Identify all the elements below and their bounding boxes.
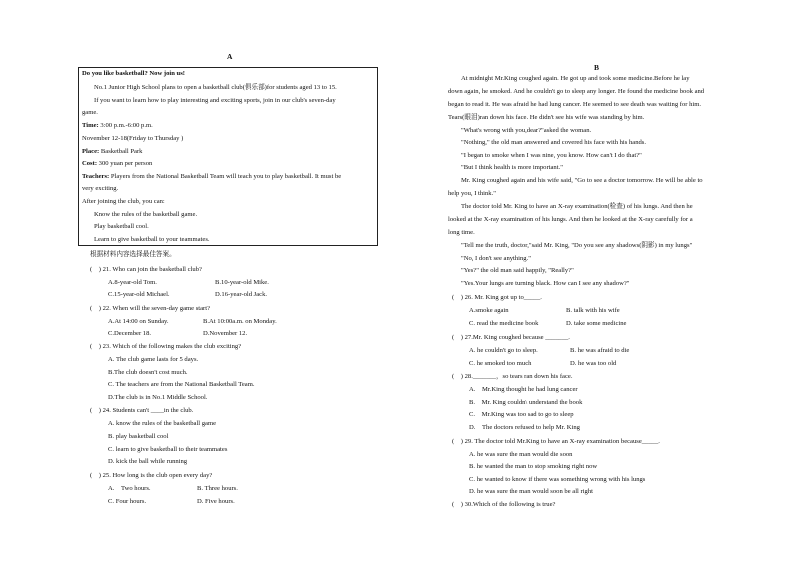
option-24b: B. play basketball cool: [108, 433, 169, 440]
ad-intro-line: No.1 Junior High School plans to open a basketball club(俱乐部)for students aged 13 to 15.: [94, 84, 337, 91]
question-28: ( ) 28._______，so tears ran down his face.: [452, 373, 573, 380]
question-25: ( ) 25. How long is the club open every day?: [90, 472, 213, 479]
ad-cost: [82, 160, 152, 168]
teachers-value: Players from the National Basketball Team will teach you to play basketball. It must be: [109, 173, 342, 180]
option-28a: A. Mr.King thought he had lung cancer: [469, 386, 578, 393]
question-29: ( ) 29. The doctor told Mr.King to have an X-ray examination because_____.: [452, 438, 660, 445]
option-25b: B. Three hours.: [197, 485, 238, 492]
place-value: Basketball Park: [99, 148, 143, 155]
passage-line: "Nothing," the old man answered and covered his face with his hands.: [461, 139, 647, 146]
ad-time: [82, 122, 153, 130]
option-26c: C. read the medicine book: [469, 320, 539, 327]
passage-line: "Tell me the truth, doctor,"said Mr. King, "Do you see any shadows(阴影) in my lungs": [461, 242, 693, 249]
question-26: ( ) 26. Mr. King got up to_____.: [452, 294, 542, 301]
option-23d: D.The club is in No.1 Middle School.: [108, 394, 208, 401]
passage-line: down again, he smoked. And he couldn't go to sleep any longer. He found the medicine book and: [448, 88, 705, 95]
passage-line: "No, I don't see anything.": [461, 255, 531, 262]
option-29d: D. he was sure the man would soon be all right: [469, 488, 593, 495]
option-25a: A. Two hours.: [108, 485, 151, 492]
instruction: 根据材料内容选择最佳答案。: [90, 251, 176, 258]
option-27d: D. he was too old: [570, 360, 617, 367]
option-22c: C.December 18.: [108, 330, 152, 337]
ad-dates: November 12-18(Friday to Thursday ): [82, 135, 184, 142]
option-25d: D. Five hours.: [197, 498, 235, 505]
passage-line: At midnight Mr.King coughed again. He got up and took some medicine.Before he lay: [461, 75, 690, 82]
option-24c: C. learn to give basketball to their teammates: [108, 446, 228, 453]
ad-teachers-cont: very exciting.: [82, 185, 119, 192]
cost-value: 300 yuan per person: [97, 160, 153, 167]
option-28b: B. Mr. King couldn\ understand the book: [469, 399, 583, 406]
option-26b: B. talk with his wife: [566, 307, 620, 314]
time-value: 3:00 p.m.-6:00 p.m.: [98, 122, 153, 129]
passage-line: The doctor told Mr. King to have an X-ray examination(检查) of his lungs. And then he: [461, 203, 693, 210]
option-27c: C. he smoked too much: [469, 360, 532, 367]
passage-line: began to read it. He was afraid he had lung cancer. He seemed to see death was waiting for him.: [448, 101, 702, 108]
cost-label: Cost:: [82, 160, 98, 167]
option-21d: D.16-year-old Jack.: [215, 291, 268, 298]
passage-line: "But I think health is more important.": [461, 164, 563, 171]
teachers-label: Teachers:: [82, 173, 110, 180]
passage-line: long time.: [448, 229, 475, 236]
option-28c: C. Mr.King was too sad to go to sleep: [469, 411, 574, 418]
option-24a: A. know the rules of the basketball game: [108, 420, 217, 427]
passage-line: "Yes.Your lungs are turning black. How can I see any shadow?": [461, 280, 630, 287]
ad-benefit: Know the rules of the basketball game.: [94, 211, 198, 218]
passage-line: Tears(眼泪)ran down his face. He didn't see his wife was standing by him.: [448, 114, 645, 121]
ad-intro-line: game.: [82, 109, 98, 116]
option-21c: C.15-year-old Michael.: [108, 291, 170, 298]
ad-intro-line: If you want to learn how to play interesting and exciting sports, join in our club's seven-day: [94, 97, 336, 104]
passage-line: help you, I think.": [448, 190, 496, 197]
passage-line: "Yes?" the old man said happily, "Really?": [461, 267, 574, 274]
ad-benefit: Play basketball cool.: [94, 223, 149, 230]
passage-line: looked at the X-ray examination of his lungs. And then he looked at the X-ray carefully for a: [448, 216, 693, 223]
option-22b: B.At 10:00a.m. on Monday.: [203, 318, 277, 325]
option-29a: A. he was sure the man would die soon: [469, 451, 573, 458]
question-22: ( ) 22. When will the seven-day game start?: [90, 305, 210, 312]
option-22a: A.At 14:00 on Sunday.: [108, 318, 169, 325]
question-23: ( ) 23. Which of the following makes the club exciting?: [90, 343, 242, 350]
passage-a-title: A: [227, 52, 233, 61]
passage-line: "What's wrong with you,dear?"asked the woman.: [461, 127, 592, 134]
option-29c: C. he wanted to know if there was something wrong with his lungs: [469, 476, 646, 483]
ad-after: After joining the club, you can:: [82, 198, 165, 205]
ad-benefit: Learn to give basketball to your teammates.: [94, 236, 210, 243]
option-23a: A. The club game lasts for 5 days.: [108, 356, 199, 363]
passage-b-title: B: [594, 63, 600, 72]
option-26a: A.smoke again: [469, 307, 509, 314]
option-21a: A.8-year-old Tom.: [108, 279, 157, 286]
option-24d: D. kick the ball while running: [108, 458, 188, 465]
question-24: ( ) 24. Students can't ____in the club.: [90, 407, 194, 414]
option-29b: B. he wanted the man to stop smoking right now: [469, 463, 598, 470]
option-23c: C. The teachers are from the National Basketball Team.: [108, 381, 255, 388]
question-21: ( ) 21. Who can join the basketball club?: [90, 266, 202, 273]
advertisement-box: [78, 67, 378, 246]
place-label: Place:: [82, 148, 100, 155]
ad-place: [82, 148, 142, 156]
option-21b: B.10-year-old Mike.: [215, 279, 269, 286]
ad-headline: Do you like basketball? Now join us!: [82, 70, 185, 77]
passage-line: Mr. King coughed again and his wife said, "Go to see a doctor tomorrow. He will be able to: [461, 177, 703, 184]
option-25c: C. Four hours.: [108, 498, 147, 505]
option-27b: B. he was afraid to die: [570, 347, 630, 354]
option-28d: D. The doctors refused to help Mr. King: [469, 424, 580, 431]
option-23b: B.The club doesn't cost much.: [108, 369, 188, 376]
question-30: ( ) 30.Which of the following is true?: [452, 501, 556, 508]
question-27: ( ) 27.Mr. King coughed because _______.: [452, 334, 570, 341]
option-26d: D. take some medicine: [566, 320, 627, 327]
option-27a: A. he couldn't go to sleep.: [469, 347, 538, 354]
option-22d: D.November 12.: [203, 330, 248, 337]
passage-line: "I began to smoke when I was nine, you know. How can't I do that?": [461, 152, 642, 159]
ad-teachers: [82, 173, 341, 181]
time-label: Time:: [82, 122, 99, 129]
